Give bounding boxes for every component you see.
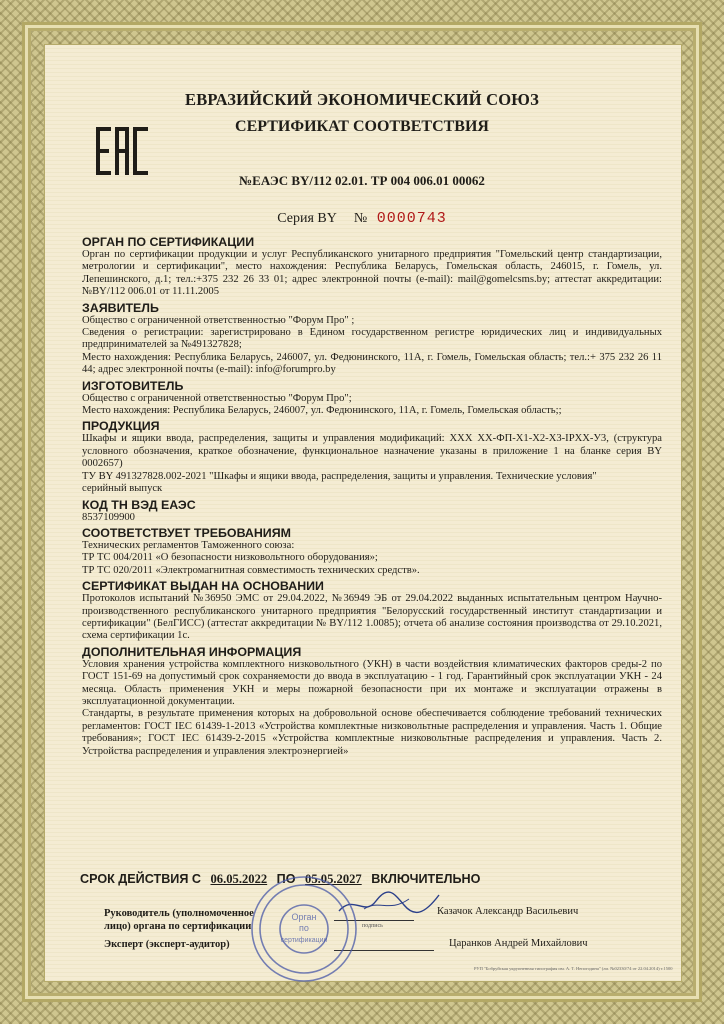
product-release-type: серийный выпуск bbox=[82, 483, 163, 495]
expert-label: Эксперт (эксперт-аудитор) bbox=[104, 939, 230, 950]
applicant-address: Место нахождения: Республика Беларусь, 246007, ул. Федюнинского, 11А, г. Гомель, Гомельская область; тел.:+ 375 232 26 11 44; адрес электронной почты (e-mail): info@forumpro.by bbox=[82, 351, 662, 376]
stamp-text-3: сертификации bbox=[280, 937, 328, 944]
extra-standards: Стандарты, в результате применения которых на добровольной основе обеспечивается соблюдение требований технических регламентов: ГОСТ IEC 61439-1-2013 «Устройства комплектные низковольтные распределения и управления. Часть 1. Общие требования»; ГОСТ IEC 61439-2-2015 «Устройства комплектные низковольтные распределения и управления. Часть 2. Устройства распределения и управления электроэнергией» bbox=[82, 708, 662, 757]
head-name: Казачок Александр Васильевич bbox=[437, 906, 579, 917]
section-title-code: КОД ТН ВЭД ЕАЭС bbox=[82, 497, 196, 512]
printer-note: РУП "Бобруйская укрупненная типография им. А. Т. Непогодина" (ли. №02330/74 от 22.04.2014) т.1500 bbox=[474, 966, 673, 971]
certificate-content bbox=[44, 44, 680, 980]
head-label-1: Руководитель (уполномоченное bbox=[104, 908, 254, 919]
series-number-sign: № bbox=[353, 211, 368, 226]
requirement-item: ТР ТС 004/2011 «О безопасности низковольтного оборудования»; bbox=[82, 552, 378, 564]
manufacturer-address: Место нахождения: Республика Беларусь, 246007, ул. Федюнинского, 11А, г. Гомель, Гомельская область;; bbox=[82, 405, 562, 417]
requirements-intro: Технических регламентов Таможенного союза: bbox=[82, 539, 295, 551]
certificate-body bbox=[82, 233, 662, 758]
organ-text: Орган по сертификации продукции и услуг Республиканского унитарного предприятия "Гомельский центр стандартизации, метрологии и сертификации", место нахождения: Республика Беларусь, Гомельская область, 246015, г. Гомель, ул. Лепешинского, д.1; тел.:+375 232 26 33 01; адрес электронной почты (e-mail): mail@gomelcsms.by; аттестат аккредитации: №BY/112 006.01 от 11.11.2005 bbox=[82, 249, 662, 298]
series-line bbox=[44, 210, 680, 227]
product-description: Шкафы и ящики ввода, распределения, защиты и управления модификаций: XXX XX-ФП-X1-X2-X3-IPXX-У3, (структура условного обозначения, краткое обозначение, функциональное назначение указаны в приложение 1 на бланке серия BY 0002657) bbox=[82, 433, 662, 470]
section-title-manufacturer: ИЗГОТОВИТЕЛЬ bbox=[82, 378, 184, 393]
validity-from: 06.05.2022 bbox=[210, 872, 268, 886]
manufacturer-name: Общество с ограниченной ответственностью "Форум Про"; bbox=[82, 392, 352, 404]
validity-to-label: ПО bbox=[276, 872, 296, 886]
applicant-name: Общество с ограниченной ответственностью "Форум Про" ; bbox=[82, 314, 355, 326]
stamp-text-2: по bbox=[299, 923, 309, 933]
stamp-text-1: Орган bbox=[291, 912, 317, 922]
signature-caption: подпись bbox=[362, 923, 383, 929]
validity-label: СРОК ДЕЙСТВИЯ С bbox=[80, 872, 201, 886]
certificate-number: №ЕАЭС BY/112 02.01. ТР 004 006.01 00062 bbox=[239, 173, 485, 188]
section-title-applicant: ЗАЯВИТЕЛЬ bbox=[82, 300, 159, 315]
section-title-extra: ДОПОЛНИТЕЛЬНАЯ ИНФОРМАЦИЯ bbox=[82, 644, 302, 659]
basis-text: Протоколов испытаний №36950 ЭМС от 29.04.2022, №36949 ЭБ от 29.04.2022 выданных испытательным центром Научно-производственного республиканского унитарного предприятия "Белорусский государственный институт стандартизации и сертификации" (БелГИСС) (аттестат аккредитации № BY/112 1.0085); отчета об анализе состояния производства от 29.10.2021, схема сертификации 1с. bbox=[82, 593, 662, 642]
product-spec: ТУ BY 491327828.002-2021 "Шкафы и ящики ввода, распределения, защиты и управления. Технические условия" bbox=[82, 470, 597, 482]
applicant-registration: Сведения о регистрации: зарегистрировано в Едином государственном регистре юридических лиц и индивидуальных предпринимателей за №491327828; bbox=[82, 327, 662, 351]
certification-stamp-icon bbox=[249, 874, 359, 984]
code-value: 8537109900 bbox=[82, 511, 135, 523]
validity-suffix: ВКЛЮЧИТЕЛЬНО bbox=[371, 872, 481, 886]
series-label: Серия BY bbox=[277, 211, 337, 226]
eac-logo-icon bbox=[96, 127, 148, 175]
section-title-product: ПРОДУКЦИЯ bbox=[82, 419, 160, 434]
head-label-2: лицо) органа по сертификации bbox=[104, 921, 252, 932]
requirement-item: ТР ТС 020/2011 «Электромагнитная совместимость технических средств». bbox=[82, 564, 420, 576]
certificate-title: СЕРТИФИКАТ СООТВЕТСТВИЯ bbox=[235, 118, 489, 135]
series-number: 0000743 bbox=[376, 210, 447, 227]
section-title-basis: СЕРТИФИКАТ ВЫДАН НА ОСНОВАНИИ bbox=[82, 579, 324, 594]
section-title-organ: ОРГАН ПО СЕРТИФИКАЦИИ bbox=[82, 235, 255, 249]
validity-line bbox=[80, 872, 660, 887]
union-title: ЕВРАЗИЙСКИЙ ЭКОНОМИЧЕСКИЙ СОЮЗ bbox=[184, 90, 539, 109]
section-title-requirements: СООТВЕТСТВУЕТ ТРЕБОВАНИЯМ bbox=[82, 525, 291, 540]
expert-name: Царанков Андрей Михайлович bbox=[449, 938, 588, 949]
extra-storage: Условия хранения устройства комплектного низковольтного (УКН) в части воздействия климатических факторов среды-2 по ГОСТ 151-69 на допустимый срок сохраняемости до ввода в эксплуатацию - 1 год. Гарантийный срок эксплуатации УКН - 24 месяца. Область применения УКН и меры пожарной безопасности при их монтаже и эксплуатации отражены в эксплуатационной документации. bbox=[82, 658, 662, 707]
validity-to: 05.05.2027 bbox=[305, 872, 362, 886]
